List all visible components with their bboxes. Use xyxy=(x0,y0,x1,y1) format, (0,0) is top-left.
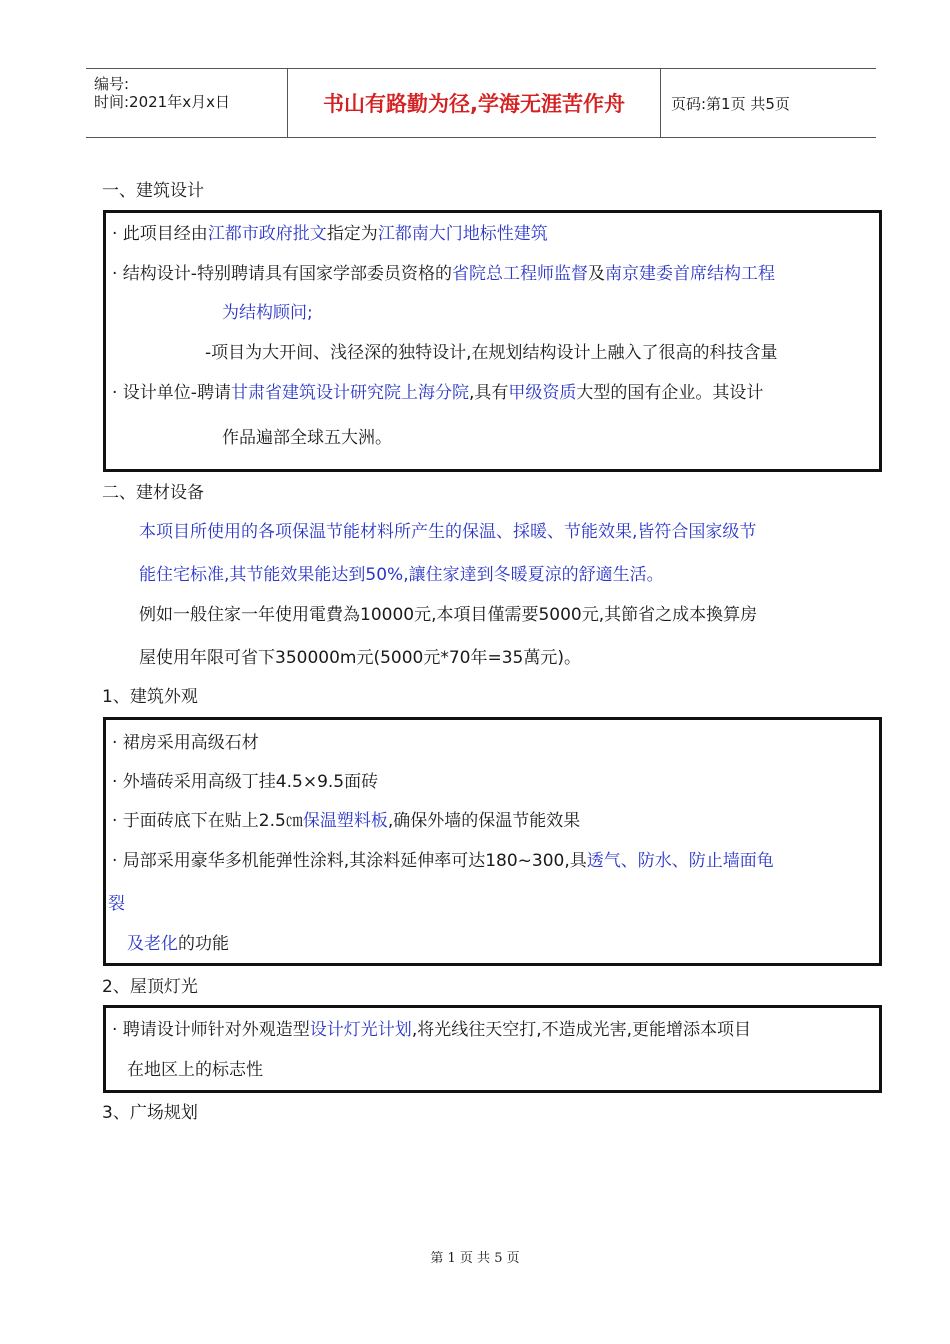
subsection-title-exterior: 1、建筑外观 xyxy=(102,687,198,707)
materials-para-4: 屋使用年限可省下350000m元(5000元*70年=35萬元)。 xyxy=(139,648,581,668)
arch-line-2: · 结构设计-特别聘请具有国家学部委员资格的省院总工程师监督及南京建委首席结构工程 xyxy=(112,264,775,284)
arch-line-6: 作品遍部全球五大洲。 xyxy=(222,428,392,448)
header-meta-cell xyxy=(86,69,286,137)
exterior-line-1: · 裙房采用高级石材 xyxy=(112,733,259,753)
header-motto: 书山有路勤为径,学海无涯苦作舟 xyxy=(287,69,661,137)
materials-para-2: 能住宅标准,其节能效果能达到50%,讓住家達到冬暖夏涼的舒適生活。 xyxy=(139,565,664,585)
arch-line-4: -项目为大开间、浅径深的独特设计,在规划结构设计上融入了很高的科技含量 xyxy=(205,343,778,363)
exterior-line-4: · 局部采用豪华多机能弹性涂料,其涂料延伸率可达180~300,具透气、防水、防止墙面龟 xyxy=(112,851,774,871)
arch-line-1: · 此项目经由江都市政府批文指定为江都南大门地标性建筑 xyxy=(112,224,548,244)
header-page-info: 页码:第1页 共5页 xyxy=(671,95,790,113)
arch-line-3: 为结构顾问; xyxy=(222,303,313,323)
page-header xyxy=(86,68,876,138)
materials-para-3: 例如一般住家一年使用電費為10000元,本項目僅需要5000元,其節省之成本換算房 xyxy=(139,605,758,625)
roof-line-2: 在地区上的标志性 xyxy=(127,1060,263,1080)
exterior-line-5: 裂 xyxy=(108,894,125,914)
number-label: 编号: xyxy=(94,75,130,93)
roof-line-1: · 聘请设计师针对外观造型设计灯光计划,将光线往天空打,不造成光害,更能增添本项目 xyxy=(112,1020,752,1040)
exterior-line-6: 及老化的功能 xyxy=(127,934,229,954)
page-footer: 第 1 页 共 5 页 xyxy=(430,1251,520,1266)
subsection-title-plaza: 3、广场规划 xyxy=(102,1103,198,1123)
arch-line-5: · 设计单位-聘请甘肃省建筑设计研究院上海分院,具有甲级资质大型的国有企业。其设计 xyxy=(112,383,764,403)
subsection-title-roof-lighting: 2、屋顶灯光 xyxy=(102,977,198,997)
section-title-architecture: 一、建筑设计 xyxy=(102,181,204,201)
materials-para-1: 本项目所使用的各项保温节能材料所产生的保温、採暖、节能效果,皆符合国家级节 xyxy=(139,522,757,542)
section-title-materials: 二、建材设备 xyxy=(102,483,204,503)
exterior-line-2: · 外墙砖采用高级丁挂4.5×9.5面砖 xyxy=(112,772,379,792)
exterior-line-3: · 于面砖底下在贴上2.5㎝保温塑料板,确保外墙的保温节能效果 xyxy=(112,811,581,831)
time-label: 时间:2021年x月x日 xyxy=(94,93,230,111)
